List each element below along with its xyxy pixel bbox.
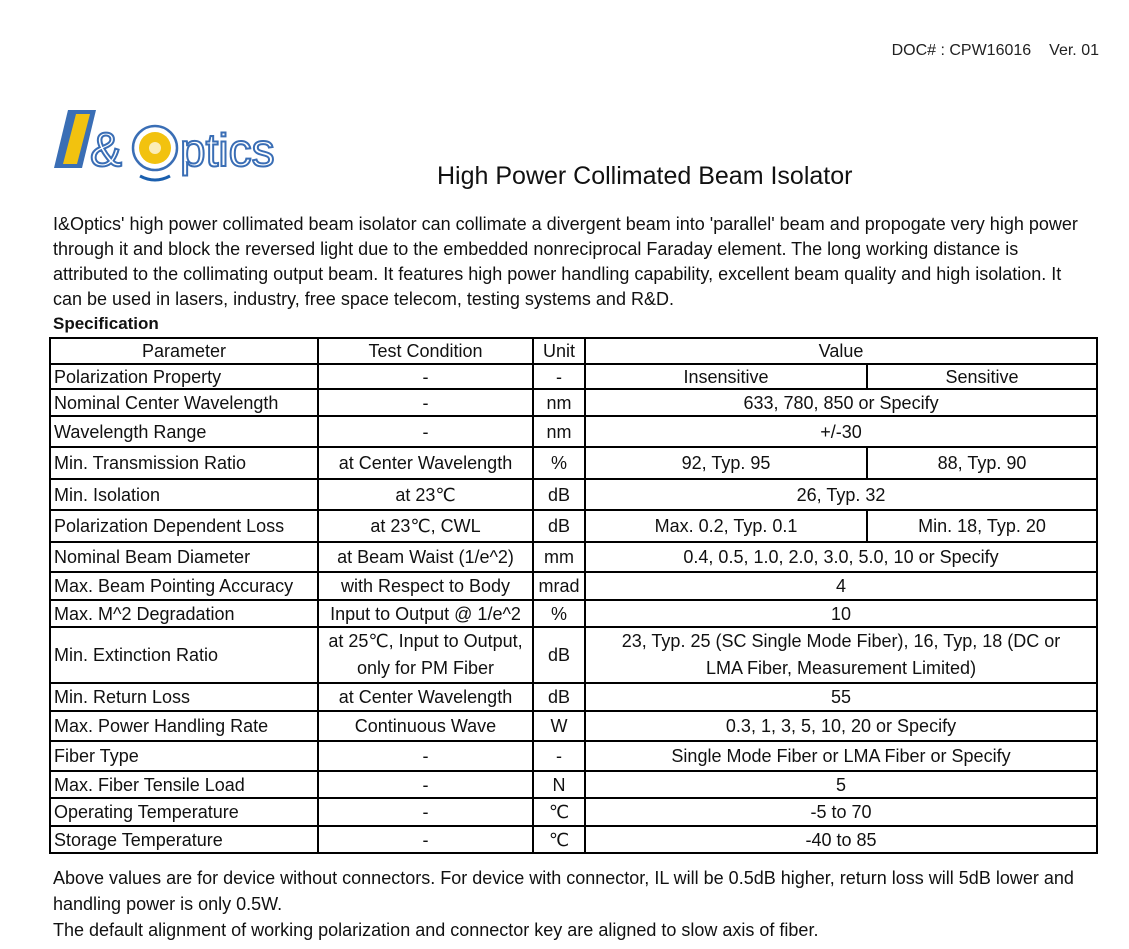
- footer-note-alignment: The default alignment of working polarization and connector key are aligned to slow axis of fiber.: [53, 920, 819, 940]
- cell-parameter: Max. Fiber Tensile Load: [50, 771, 318, 798]
- table-row: [50, 416, 1097, 447]
- cell-value: 0.4, 0.5, 1.0, 2.0, 3.0, 5.0, 10 or Specify: [585, 542, 1097, 572]
- cell-test-condition: -: [318, 741, 533, 771]
- cell-unit: %: [533, 447, 585, 479]
- cell-value-sensitive: 88, Typ. 90: [867, 447, 1097, 479]
- table-row: [50, 389, 1097, 416]
- cell-unit: ℃: [533, 826, 585, 853]
- cell-value-insensitive: Insensitive: [585, 364, 867, 389]
- cell-test-condition: -: [318, 826, 533, 853]
- footer-note-connectors: Above values are for device without connectors. For device with connector, IL will be 0.5dB higher, return loss will 5dB lower and handling power is only 0.5W.: [53, 868, 1074, 914]
- table-row: [50, 600, 1097, 627]
- cell-parameter: Max. Beam Pointing Accuracy: [50, 572, 318, 600]
- cell-test-condition: -: [318, 416, 533, 447]
- table-row: [50, 741, 1097, 771]
- cell-unit: ℃: [533, 798, 585, 826]
- cell-test-condition: at 23℃: [318, 479, 533, 510]
- cell-unit: %: [533, 600, 585, 627]
- company-logo: [52, 106, 308, 190]
- cell-test-condition: -: [318, 798, 533, 826]
- cell-parameter: Fiber Type: [50, 741, 318, 771]
- cell-value: 633, 780, 850 or Specify: [585, 389, 1097, 416]
- cell-unit: dB: [533, 510, 585, 542]
- cell-parameter: Polarization Dependent Loss: [50, 510, 318, 542]
- cell-test-condition: with Respect to Body: [318, 572, 533, 600]
- cell-parameter: Max. Power Handling Rate: [50, 711, 318, 741]
- table-row: [50, 683, 1097, 711]
- table-row: [50, 826, 1097, 853]
- cell-test-condition: at Center Wavelength: [318, 447, 533, 479]
- cell-parameter: Max. M^2 Degradation: [50, 600, 318, 627]
- footer-notes: [53, 865, 1113, 943]
- cell-parameter: Min. Extinction Ratio: [50, 627, 318, 683]
- cell-value: 26, Typ. 32: [585, 479, 1097, 510]
- cell-test-condition: Continuous Wave: [318, 711, 533, 741]
- cell-unit: nm: [533, 416, 585, 447]
- header-unit: Unit: [533, 338, 585, 364]
- cell-value: [585, 627, 1097, 683]
- logo-ampersand: &: [90, 124, 123, 177]
- cell-parameter: Nominal Center Wavelength: [50, 389, 318, 416]
- table-row: [50, 627, 1097, 683]
- cell-unit: nm: [533, 389, 585, 416]
- cell-unit: -: [533, 364, 585, 389]
- specification-table: [49, 337, 1098, 854]
- cell-value-sensitive: Sensitive: [867, 364, 1097, 389]
- cell-test-condition: at Beam Waist (1/e^2): [318, 542, 533, 572]
- cell-value: 0.3, 1, 3, 5, 10, 20 or Specify: [585, 711, 1097, 741]
- table-row: [50, 572, 1097, 600]
- cell-line: at 25℃, Input to Output,: [328, 631, 523, 651]
- cell-line: 23, Typ. 25 (SC Single Mode Fiber), 16, Typ, 18 (DC or: [621, 631, 1061, 651]
- cell-value-insensitive: Max. 0.2, Typ. 0.1: [585, 510, 867, 542]
- cell-value: 55: [585, 683, 1097, 711]
- header-parameter: Parameter: [50, 338, 318, 364]
- cell-parameter: Storage Temperature: [50, 826, 318, 853]
- cell-unit: dB: [533, 627, 585, 683]
- cell-unit: mm: [533, 542, 585, 572]
- table-row: [50, 711, 1097, 741]
- table-row: [50, 447, 1097, 479]
- cell-unit: N: [533, 771, 585, 798]
- cell-parameter: Nominal Beam Diameter: [50, 542, 318, 572]
- table-row: [50, 771, 1097, 798]
- cell-value: +/-30: [585, 416, 1097, 447]
- cell-value: -5 to 70: [585, 798, 1097, 826]
- cell-parameter: Min. Transmission Ratio: [50, 447, 318, 479]
- cell-unit: dB: [533, 479, 585, 510]
- cell-test-condition: -: [318, 771, 533, 798]
- cell-value: 4: [585, 572, 1097, 600]
- cell-unit: -: [533, 741, 585, 771]
- cell-unit: dB: [533, 683, 585, 711]
- table-row: [50, 479, 1097, 510]
- table-row: [50, 542, 1097, 572]
- cell-test-condition: -: [318, 389, 533, 416]
- header-value: Value: [585, 338, 1097, 364]
- logo-ptics: ptics: [180, 124, 275, 176]
- cell-parameter: Operating Temperature: [50, 798, 318, 826]
- table-row: [50, 364, 1097, 389]
- intro-paragraph: I&Optics' high power collimated beam isolator can collimate a divergent beam into 'parallel' beam and propogate very high power through it and block the reversed light due to the embedded nonreciprocal Faraday element. The long working distance is attributed to the collimating output beam. It features high power handling capability, excellent beam quality and high isolation. It can be used in lasers, industry, free space telecom, testing systems and R&D.: [53, 214, 1078, 309]
- cell-unit: mrad: [533, 572, 585, 600]
- cell-parameter: Polarization Property: [50, 364, 318, 389]
- cell-line: LMA Fiber, Measurement Limited): [705, 658, 977, 678]
- cell-value: -40 to 85: [585, 826, 1097, 853]
- doc-version: Ver. 01: [1049, 42, 1099, 59]
- cell-test-condition: -: [318, 364, 533, 389]
- cell-value-sensitive: Min. 18, Typ. 20: [867, 510, 1097, 542]
- cell-test-condition: Input to Output @ 1/e^2: [318, 600, 533, 627]
- cell-test-condition: at 23℃, CWL: [318, 510, 533, 542]
- table-row: [50, 510, 1097, 542]
- cell-unit: W: [533, 711, 585, 741]
- cell-test-condition: [318, 627, 533, 683]
- cell-value: 10: [585, 600, 1097, 627]
- cell-parameter: Min. Return Loss: [50, 683, 318, 711]
- doc-number: DOC# : CPW16016: [891, 42, 1032, 59]
- page-title: High Power Collimated Beam Isolator: [437, 162, 853, 190]
- cell-parameter: Wavelength Range: [50, 416, 318, 447]
- specification-heading: Specification: [53, 314, 159, 333]
- cell-parameter: Min. Isolation: [50, 479, 318, 510]
- header-test-condition: Test Condition: [318, 338, 533, 364]
- table-row: [50, 798, 1097, 826]
- cell-value: Single Mode Fiber or LMA Fiber or Specify: [585, 741, 1097, 771]
- cell-test-condition: at Center Wavelength: [318, 683, 533, 711]
- cell-value-insensitive: 92, Typ. 95: [585, 447, 867, 479]
- cell-value: 5: [585, 771, 1097, 798]
- cell-line: only for PM Fiber: [356, 658, 495, 678]
- document-reference: [892, 42, 1099, 60]
- table-header-row: [50, 338, 1097, 364]
